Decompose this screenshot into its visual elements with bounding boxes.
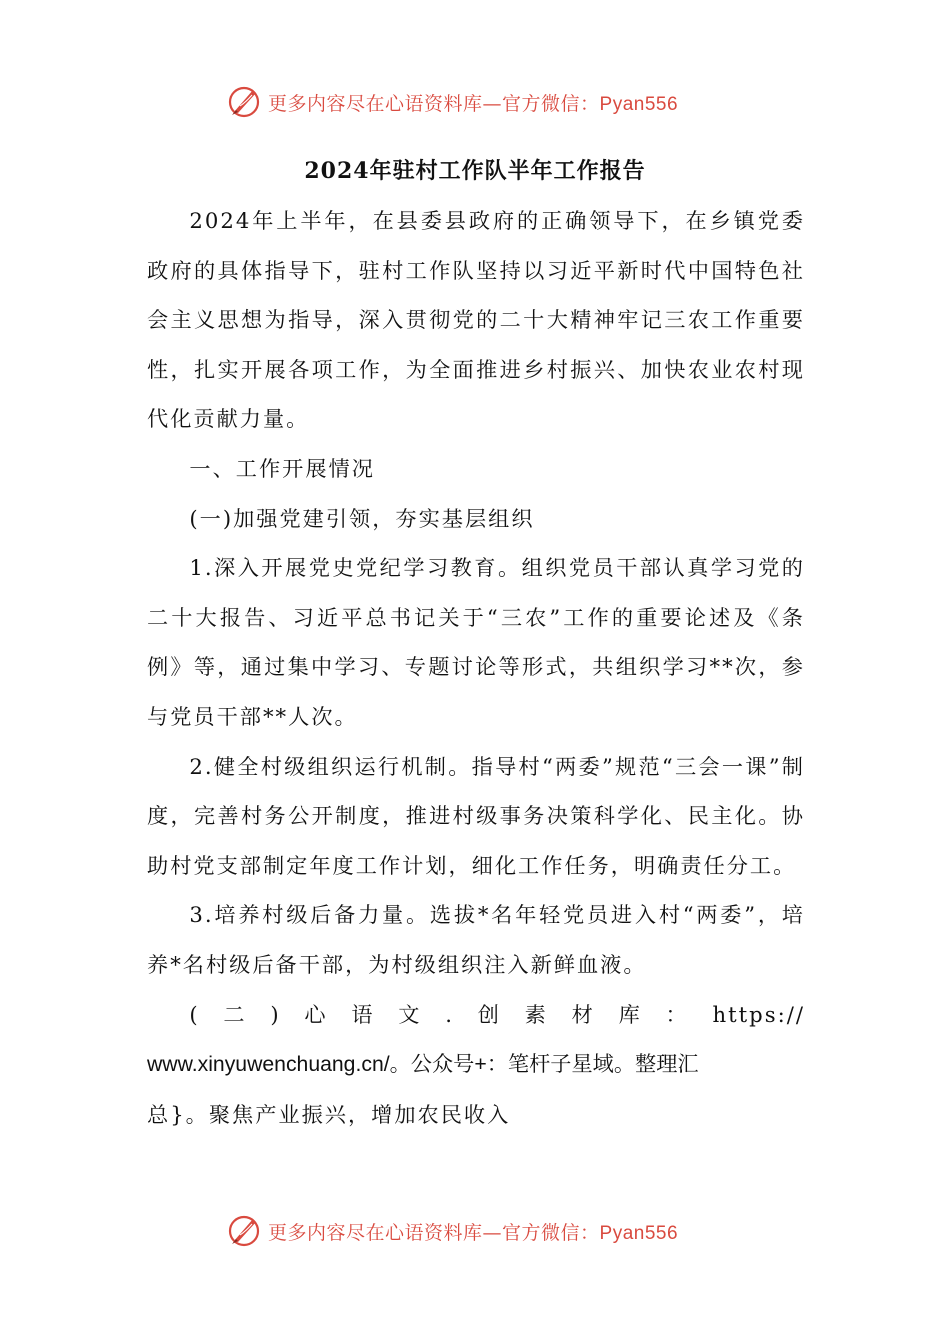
- document-title: 2024年驻村工作队半年工作报告: [304, 158, 646, 184]
- paragraph-item-2: 2.健全村级组织运行机制。指导村“两委”规范“三会一课”制度，完善村务公开制度，推进村级事务决策科学化、民主化。协助村党支部制定年度工作计划，细化工作任务，明确责任分工。: [147, 753, 805, 878]
- paragraph-item-3: 3.培养村级后备力量。选拔*名年轻党员进入村“两委”，培养*名村级后备干部，为村级组织注入新鲜血液。: [147, 902, 805, 977]
- paragraph-intro: 2024年上半年，在县委县政府的正确领导下，在乡镇党委政府的具体指导下，驻村工作队坚持以习近平新时代中国特色社会主义思想为指导，深入贯彻党的二十大精神牢记三农工作重要性，扎实开展各项工作，为全面推进乡村振兴、加快农业农村现代化贡献力量。: [147, 208, 805, 432]
- section-heading: 一、工作开展情况: [189, 455, 375, 481]
- watermark-text: 更多内容尽在心语资料库—官方微信：Pyan556: [268, 1221, 679, 1244]
- paragraph-subsection-2-line3: 总}。聚焦产业振兴，增加农民收入: [147, 1101, 511, 1127]
- subsection-heading: (一)加强党建引领，夯实基层组织: [189, 505, 535, 531]
- footer-watermark: [0, 1211, 950, 1251]
- paragraph-item-1: 1.深入开展党史党纪学习教育。组织党员干部认真学习党的二十大报告、习近平总书记关于“三农”工作的重要论述及《条例》等，通过集中学习、专题讨论等形式，共组织学习**次，参与党员干部**人次。: [147, 555, 805, 729]
- quill-logo-icon: [226, 84, 262, 120]
- document-body: [147, 196, 805, 1139]
- paragraph-subsection-2-line2: www.xinyuwenchuang.cn/。公众号+：笔杆子星域。整理汇: [147, 1053, 699, 1077]
- watermark-text: 更多内容尽在心语资料库—官方微信：Pyan556: [268, 92, 679, 115]
- quill-logo-icon: [226, 1213, 262, 1249]
- header-watermark: [0, 82, 950, 122]
- paragraph-subsection-2-line1: (二)心语文.创素材库：https://: [189, 1001, 805, 1027]
